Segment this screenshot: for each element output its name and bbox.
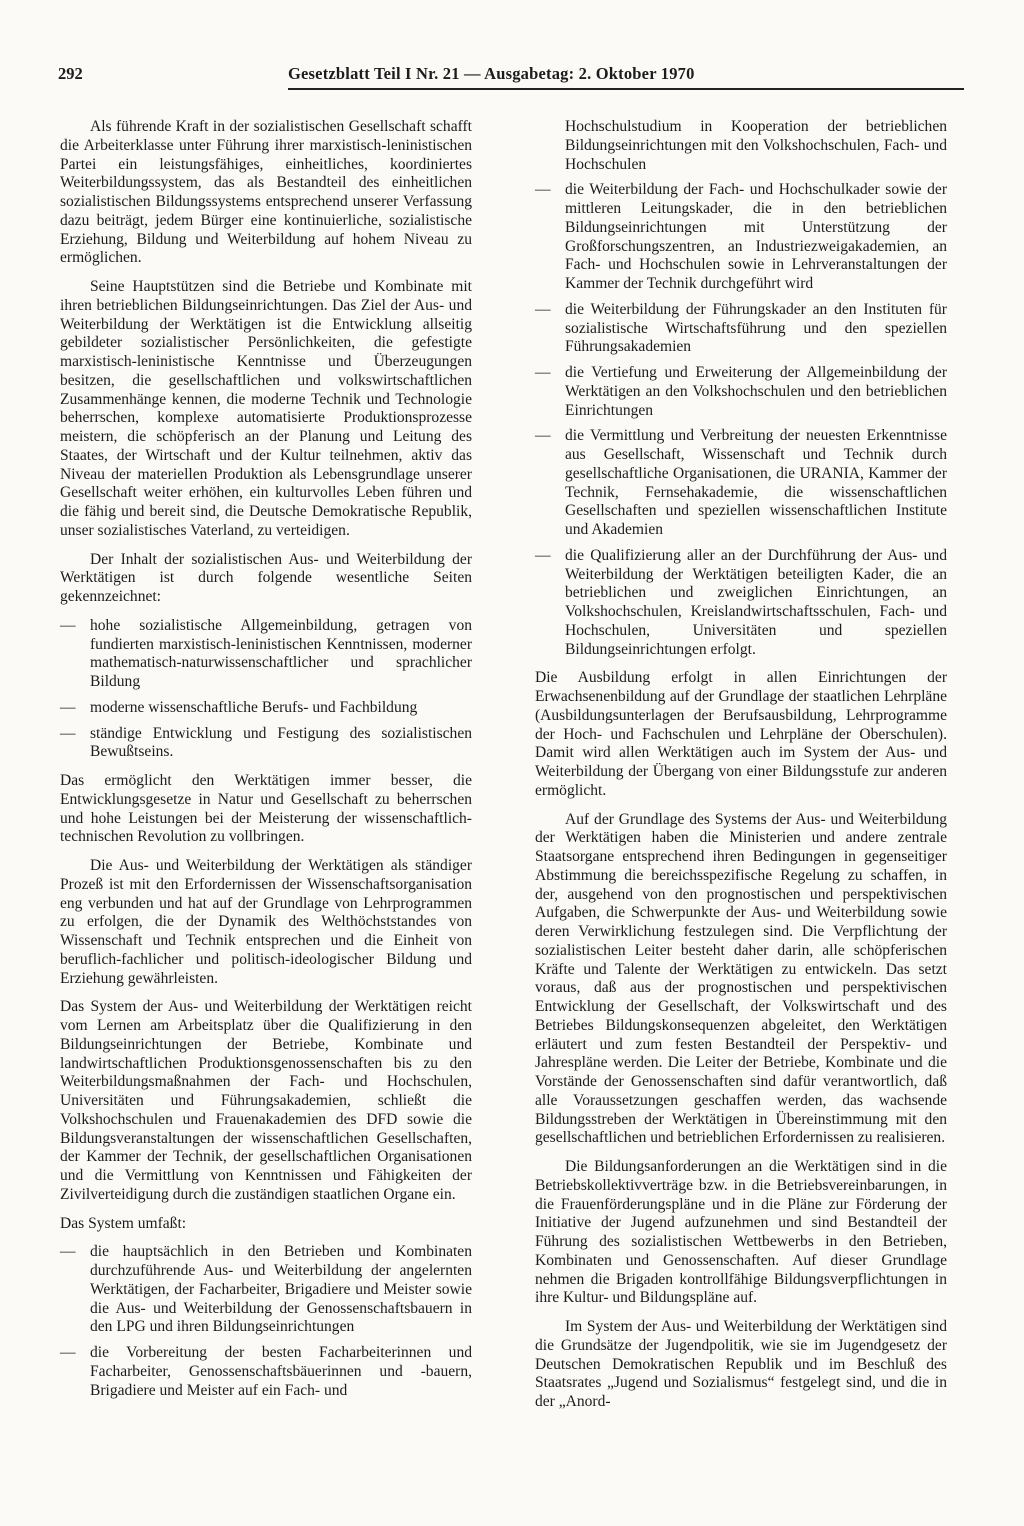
list-item-text: die Weiterbildung der Fach- und Hochschulkader sowie der mittleren Leitungskader, die in den betrieblichen Bildungseinrichtungen mit Unterstützung der Großforschungszentren, an Industriezweigakademien, an Fach- und Hochschulen sowie in Lehrveranstaltungen der Kammer der Technik durchgeführt wird: [565, 181, 947, 292]
paragraph: Das System der Aus- und Weiterbildung der Werktätigen reicht vom Lernen am Arbeitsplatz über die Qualifizierung in den Bildungseinrichtungen der Betriebe, Kombinate und landwirtschaftlichen Produktionsgenossenschaften bis zu den Weiterbildungsmaßnahmen der Fach- und Hochschulen, Universitäten und Führungsakademien, schließt die Volkshochschulen und Frauenakademien des DFD sowie die Bildungsveranstaltungen der wissenschaftlichen Gesellschaften, der Kammer der Technik, der gesellschaftlichen Organisationen und die Vermittlung von Kenntnissen und Fähigkeiten der Zivilverteidigung durch die zuständigen staatlichen Organe ein.: [60, 998, 472, 1203]
characteristics-list: [60, 617, 472, 762]
paragraph: Das System umfaßt:: [60, 1214, 187, 1232]
list-item: [60, 1243, 472, 1337]
header-title: Gesetzblatt Teil I Nr. 21 — Ausgabetag: 2. Oktober 1970: [288, 64, 695, 83]
list-dash: —: [60, 1243, 76, 1261]
paragraph: Die Ausbildung erfolgt in allen Einrichtungen der Erwachsenenbildung auf der Grundlage der staatlichen Lehrpläne (Ausbildungsunterlagen der Berufsausbildung, Lehrprogramme der Hoch- und Fachschulen und Lehrpläne der Oberschulen). Damit wird allen Werktätigen auch im System der Aus- und Weiterbildung der Übergang von einer Bildungsstufe zur anderen ermöglicht.: [535, 669, 947, 799]
paragraph: Im System der Aus- und Weiterbildung der Werktätigen sind die Grundsätze der Jugendpolitik, wie sie im Jugendgesetz der Deutschen Demokratischen Republik und im Beschluß des Staatsrates „Jugend und Sozialismus“ festgelegt sind, und die in der „Anord-: [535, 1318, 947, 1410]
page-number: 292: [58, 64, 83, 83]
list-item: [535, 301, 947, 357]
left-column: [60, 118, 472, 1408]
system-list: [60, 1243, 472, 1400]
list-dash: —: [535, 546, 551, 564]
list-dash: —: [535, 300, 551, 318]
system-list-continued: [535, 118, 947, 659]
list-item: [60, 699, 472, 718]
list-item-text: ständige Entwicklung und Festigung des sozialistischen Bewußtseins.: [90, 724, 472, 761]
paragraph: Der Inhalt der sozialistischen Aus- und Weiterbildung der Werktätigen ist durch folgende wesentliche Seiten gekennzeichnet:: [60, 550, 472, 605]
paragraph: Seine Hauptstützen sind die Betriebe und Kombinate mit ihren betrieblichen Bildungseinrichtungen. Das Ziel der Aus- und Weiterbildung der Werktätigen ist die Entwicklung allseitig gebildeter sozialistischer Persönlichkeiten, die gefestigte marxistisch-leninistische Kenntnisse und Überzeugungen besitzen, die gesellschaftlichen und volkswirtschaftlichen Zusammenhänge kennen, die moderne Technik und Technologie beherrschen, komplexe automatisierte Produktionsprozesse meistern, die schöpferisch an der Planung und Leitung des Staates, der Wirtschaft und der Kultur teilnehmen, aktiv das Niveau der materiellen Produktion als Lebensgrundlage unserer Gesellschaft weiter erhöhen, ein kulturvolles Leben führen und die fähig und bereit sind, die Deutsche Demokratische Republik, unser sozialistisches Vaterland, zu verteidigen.: [60, 278, 472, 539]
list-dash: —: [535, 181, 551, 199]
paragraph: Das ermöglicht den Werktätigen immer besser, die Entwicklungsgesetze in Natur und Gesellschaft zu beherrschen und hohe Leistungen bei der Meisterung der wissenschaftlich-technischen Revolution zu vollbringen.: [60, 772, 472, 846]
list-item: [535, 364, 947, 420]
list-dash: —: [535, 427, 551, 445]
header-rule: [288, 88, 964, 90]
list-item-text: die Vertiefung und Erweiterung der Allgemeinbildung der Werktätigen an den Volkshochschulen und den betrieblichen Einrichtungen: [565, 364, 947, 419]
list-item-text: die Vorbereitung der besten Facharbeiterinnen und Facharbeiter, Genossenschaftsbäuerinnen und -bauern, Brigadiere und Meister auf ein Fach- und: [90, 1344, 472, 1399]
list-item-text: hohe sozialistische Allgemeinbildung, getragen von fundierten marxistisch-leninistischen Kenntnissen, moderner mathematisch-naturwissenschaftlicher und sprachlicher Bildung: [90, 616, 472, 690]
list-item-text: die Qualifizierung aller an der Durchführung der Aus- und Weiterbildung der Werktätigen beteiligten Kader, die an betrieblichen und zweiglichen Einrichtungen, an Volkshochschulen, Kreislandwirtschaftsschulen, Fach- und Hochschulen, Universitäten und speziellen Bildungseinrichtungen erfolgt.: [565, 546, 947, 658]
list-dash: —: [60, 616, 76, 634]
list-item: [535, 547, 947, 660]
list-dash: —: [60, 1344, 76, 1361]
list-item-continuation: [535, 118, 947, 174]
list-dash: —: [60, 724, 76, 742]
list-dash: —: [535, 364, 551, 381]
list-item: [535, 181, 947, 294]
paragraph: Die Bildungsanforderungen an die Werktätigen sind in die Betriebskollektivverträge bzw. in die Betriebsvereinbarungen, in die Frauenförderungspläne und in die Pläne zur Förderung der Initiative der Jugend aufzunehmen und sind Bestandteil der Führung des sozialistischen Wettbewerbs in den Betrieben, Kombinaten und Genossenschaften. Auf dieser Grundlage nehmen die Brigaden kontrollfähige Bildungsverpflichtungen in ihre Kultur- und Bildungspläne auf.: [535, 1158, 947, 1307]
paragraph: Als führende Kraft in der sozialistischen Gesellschaft schafft die Arbeiterklasse unter Führung ihrer marxistisch-leninistischen Partei ein leistungsfähiges, einheitliches, koordiniertes Weiterbildungssystem, das als Bestandteil des einheitlichen sozialistischen Bildungssystems entsprechend unserer Verfassung dazu beiträgt, jedem Bürger eine kontinuierliche, sozialistische Erziehung, Bildung und Weiterbildung auf hohem Niveau zu ermöglichen.: [60, 118, 472, 267]
list-item: [60, 1344, 472, 1400]
list-item-text: Hochschulstudium in Kooperation der betrieblichen Bildungseinrichtungen mit den Volkshochschulen, Fach- und Hochschulen: [565, 118, 947, 173]
list-item: [535, 427, 947, 540]
list-item-text: die hauptsächlich in den Betrieben und Kombinaten durchzuführende Aus- und Weiterbildung der angelernten Werktätigen, der Facharbeiter, Brigadiere und Meister sowie die Aus- und Weiterbildung der Genossenschaftsbauern in den LPG und ihren Bildungseinrichtungen: [90, 1243, 472, 1336]
right-column: [535, 118, 947, 1422]
list-item: [60, 725, 472, 763]
page-header: [58, 60, 964, 90]
list-dash: —: [60, 698, 76, 716]
list-item: [60, 617, 472, 692]
list-item-text: moderne wissenschaftliche Berufs- und Fachbildung: [90, 698, 418, 716]
paragraph: Auf der Grundlage des Systems der Aus- und Weiterbildung der Werktätigen haben die Ministerien und andere zentrale Staatsorgane entsprechend ihren Bedingungen in gegenseitiger Abstimmung die bereichsspezifische Regelung zu schaffen, in der, ausgehend von den prognostischen und perspektivischen Aufgaben, die Schwerpunkte der Aus- und Weiterbildung sowie deren Verwirklichung festzulegen sind. Die Verpflichtung der sozialistischen Leiter besteht daher darin, alle schöpferischen Kräfte und Talente der Werktätigen zu entwickeln. Das setzt voraus, daß aus der prognostischen und perspektivischen Entwicklung der Gesellschaft, der Volkswirtschaft und des Betriebes Bildungskonsequenzen abgeleitet, den Werktätigen erläutert und zum festen Bestandteil der Perspektiv- und Jahrespläne werden. Die Leiter der Betriebe, Kombinate und die Vorstände der Genossenschaften sind dafür verantwortlich, daß alle Voraussetzungen geschaffen werden, das wachsende Bildungsstreben der Werktätigen in Übereinstimmung mit den gesellschaftlichen und betrieblichen Erfordernissen zu realisieren.: [535, 810, 947, 1147]
list-item-text: die Weiterbildung der Führungskader an den Instituten für sozialistische Wirtschaftsführung und den speziellen Führungsakademien: [565, 300, 947, 356]
paragraph: Die Aus- und Weiterbildung der Werktätigen als ständiger Prozeß ist mit den Erfordernissen der Wissenschaftsorganisation eng verbunden und hat auf der Grundlage von Lehrprogrammen zu erfolgen, die der Dynamik des Welthöchststandes von Wissenschaft und Technik entsprechen und die Einheit von beruflich-fachlicher und politisch-ideologischer Bildung und Erziehung gewährleisten.: [60, 857, 472, 987]
list-item-text: die Vermittlung und Verbreitung der neuesten Erkenntnisse aus Gesellschaft, Wissenschaft und Technik durch gesellschaftliche Organisationen, die URANIA, Kammer der Technik, Fernsehakademie, die wissenschaftlichen Gesellschaften und speziellen wissenschaftlichen Institute und Akademien: [565, 427, 947, 538]
